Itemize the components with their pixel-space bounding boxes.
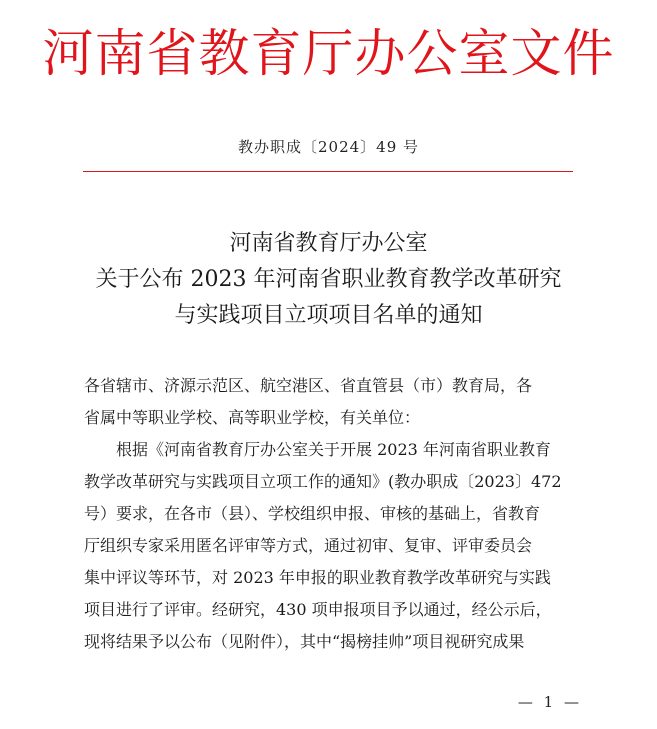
- notice-title-line-1: 河南省教育厅办公室: [229, 231, 428, 256]
- body-line: 各省辖市、济源示范区、航空港区、省直管县（市）教育局，各: [84, 376, 533, 395]
- notice-title: [0, 226, 657, 334]
- body-line: 教学改革研究与实践项目立项工作的通知》(教办职成〔2023〕472: [84, 472, 562, 491]
- body-line: 省属中等职业学校、高等职业学校，有关单位：: [84, 408, 421, 427]
- notice-body: [84, 370, 574, 658]
- body-line: 号）要求，在各市（县）、学校组织申报、审核的基础上，省教育: [84, 504, 541, 523]
- document-header-title: 河南省教育厅办公室文件: [42, 25, 615, 84]
- body-line: 现将结果予以公布（见附件），其中“揭榜挂帅”项目视研究成果: [84, 632, 525, 651]
- body-line: 集中评议等环节，对 2023 年申报的职业教育教学改革研究与实践: [84, 568, 551, 587]
- body-line: 根据《河南省教育厅办公室关于开展 2023 年河南省职业教育: [116, 440, 551, 459]
- header-red-rule: [83, 171, 573, 172]
- body-line: 厅组织专家采用匿名评审等方式，通过初审、复审、评审委员会: [84, 536, 533, 555]
- notice-title-line-3: 与实践项目立项项目名单的通知: [174, 303, 483, 328]
- notice-title-line-2: 关于公布 2023 年河南省职业教育教学改革研究: [95, 267, 562, 292]
- document-number: 教办职成〔2024〕49 号: [237, 138, 420, 156]
- page-number: — 1 —: [517, 693, 582, 711]
- body-line: 项目进行了评审。经研究，430 项申报项目予以通过，经公示后，: [84, 600, 552, 619]
